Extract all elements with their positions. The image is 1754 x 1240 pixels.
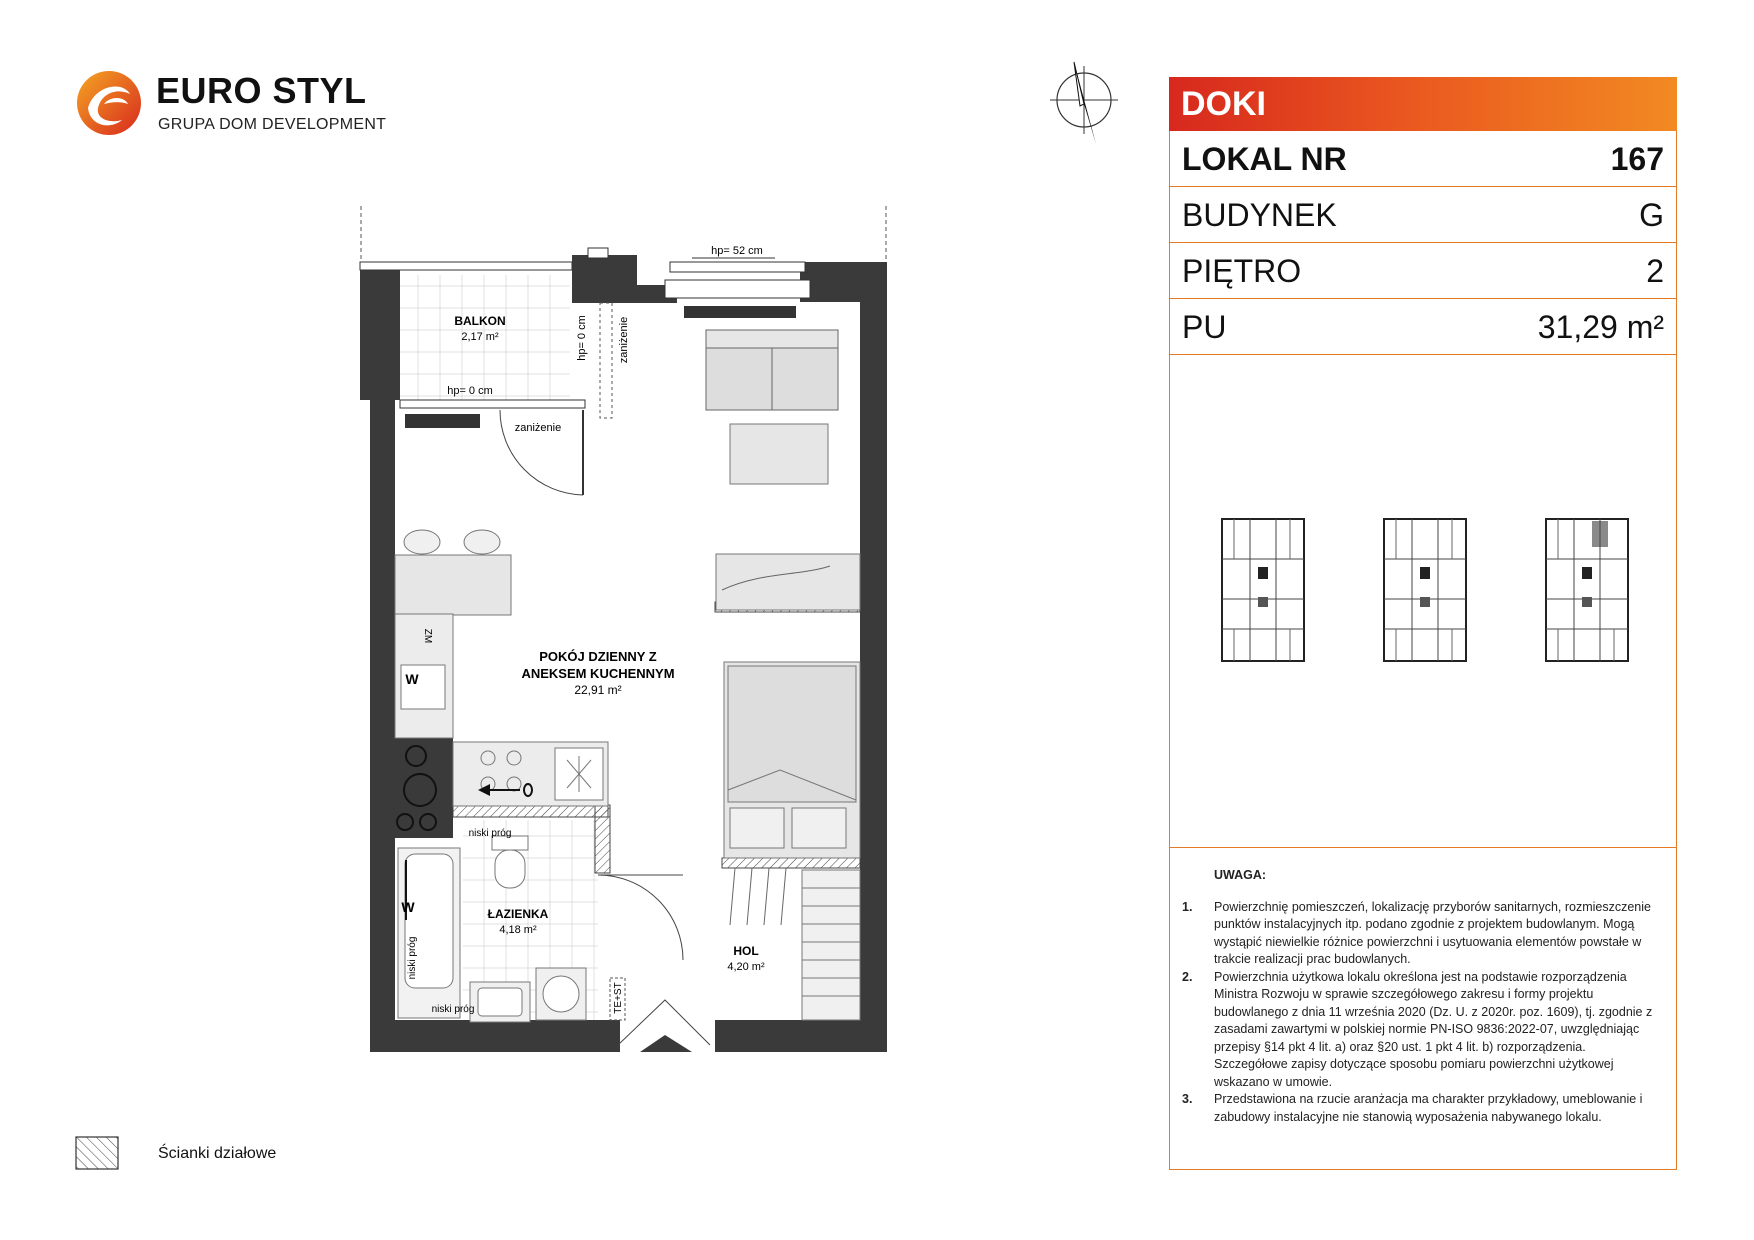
vent-cap (588, 248, 608, 258)
coat-rack (730, 868, 786, 925)
window (400, 400, 585, 408)
bathtub (398, 848, 460, 1018)
balcony-lowering-zone (600, 303, 612, 418)
radiator (405, 414, 480, 428)
washing-machine (536, 968, 586, 1020)
bathroom-name: ŁAZIENKA (487, 907, 549, 921)
note-item (1182, 1091, 1662, 1126)
info-label: PIĘTRO (1182, 253, 1302, 289)
telecom-label: TE+ST (613, 982, 624, 1014)
info-row-pietro (1170, 243, 1676, 299)
low-threshold-label: niski próg (431, 1004, 475, 1015)
note-number: 2. (1182, 969, 1193, 984)
living-room-name-line1: POKÓJ DZIENNY Z (539, 649, 657, 664)
radiator (684, 306, 796, 318)
sill-height-label: hp= 0 cm (447, 385, 493, 397)
water-label: W (401, 899, 415, 915)
balcony-area: 2,17 m² (461, 331, 499, 343)
dining-table (395, 530, 511, 615)
brand-subtitle: GRUPA DOM DEVELOPMENT (158, 116, 387, 133)
desk (716, 554, 860, 610)
lowering-label: zaniżenie (514, 422, 562, 434)
note-text: Powierzchnia użytkowa lokalu określona jest na podstawie rozporządzenia Ministra Rozwoju w sprawie szczegółowego zakresu i formy projektu budowlanego z dnia 11 września 2020 (Dz. U. z 2020r. poz. 1609), tj. zgodnie z zasadami zawartymi w polskiej normie PN-ISO 9836:2022-07, uwzględniając przepisy §14 pkt 4 lit. a) oraz §20 ust. 1 pkt 4 lit. b) rozporządzenia. Szczegółowe zapisy dotyczące sposobu pomiaru powierzchni użytkowej wskazano w umowie. (1214, 969, 1653, 1089)
notes-section (1182, 867, 1662, 1126)
lowering-label: zaniżenie (618, 316, 630, 364)
legend-label: Ścianki działowe (158, 1145, 277, 1162)
floor-key-plan-3-highlighted (1544, 517, 1630, 663)
legend-hatch-swatch (75, 1136, 119, 1170)
info-row-lokal (1170, 131, 1676, 187)
note-text: Przedstawiona na rzucie aranżacja ma charakter przykładowy, umeblowanie i zabudowy instalacyjne nie stanowią wyposażenia nabywanego lokalu. (1214, 1092, 1643, 1124)
note-number: 1. (1182, 899, 1193, 914)
info-row-budynek (1170, 187, 1676, 243)
bed (724, 662, 860, 858)
balcony-name: BALKON (454, 314, 506, 328)
floor-plan (340, 200, 900, 1060)
brand-name: EURO STYL (156, 70, 367, 111)
toilet (492, 836, 528, 888)
window (665, 280, 810, 298)
info-label: PU (1182, 309, 1227, 345)
living-room-area: 22,91 m² (574, 683, 622, 697)
bathroom-door-swing (598, 875, 683, 960)
living-room-name-line2: ANEKSEM KUCHENNYM (521, 666, 675, 681)
investment-name: DOKI (1181, 85, 1266, 123)
coffee-table (730, 424, 828, 484)
info-row-pu (1170, 299, 1676, 355)
investment-header (1169, 77, 1677, 131)
notes-title: UWAGA: (1214, 868, 1267, 882)
low-threshold-label: niski próg (468, 828, 512, 839)
hall-name: HOL (733, 944, 759, 958)
washbasin (470, 982, 530, 1022)
note-item (1182, 969, 1662, 1092)
fridge-label: ZM (422, 628, 433, 644)
partition-wall (453, 805, 608, 817)
water-label: W (405, 671, 419, 687)
bathroom-area: 4,18 m² (499, 924, 537, 936)
apartment-info-panel (1169, 77, 1677, 1170)
info-value: 167 (1610, 141, 1664, 177)
info-value: 31,29 m² (1537, 309, 1664, 345)
low-threshold-label: niski próg (407, 936, 418, 980)
entrance-door-marker (640, 1035, 692, 1052)
note-item (1182, 899, 1662, 969)
wardrobe (802, 870, 860, 1020)
floor-key-plan-1 (1220, 517, 1306, 663)
logo-emblem-icon (74, 68, 144, 138)
window (360, 262, 572, 270)
sill-height-label: hp= 52 cm (711, 245, 763, 257)
sill-height-label: hp= 0 cm (576, 315, 588, 361)
partition-wall (722, 858, 860, 868)
notes-separator (1170, 847, 1676, 848)
company-logo (74, 68, 394, 138)
note-number: 3. (1182, 1092, 1193, 1106)
floor-key-plan-2 (1382, 517, 1468, 663)
north-arrow-icon (1044, 58, 1124, 148)
info-label: BUDYNEK (1182, 197, 1337, 233)
info-label: LOKAL NR (1182, 141, 1347, 177)
hall-area: 4,20 m² (727, 961, 765, 973)
sofa (706, 330, 838, 410)
note-text: Powierzchnię pomieszczeń, lokalizację przyborów sanitarnych, rozmieszczenie punktów instalacyjnych itp. podano zgodnie z projektem budowlanym. Mogą wystąpić niewielkie różnice powierzchni i usytuowania elementów powstałe w trakcie realizacji prac budowlanych. (1214, 899, 1651, 966)
window (670, 262, 805, 272)
info-value: 2 (1646, 253, 1664, 289)
partition-wall (595, 805, 610, 873)
info-value: G (1639, 197, 1664, 233)
